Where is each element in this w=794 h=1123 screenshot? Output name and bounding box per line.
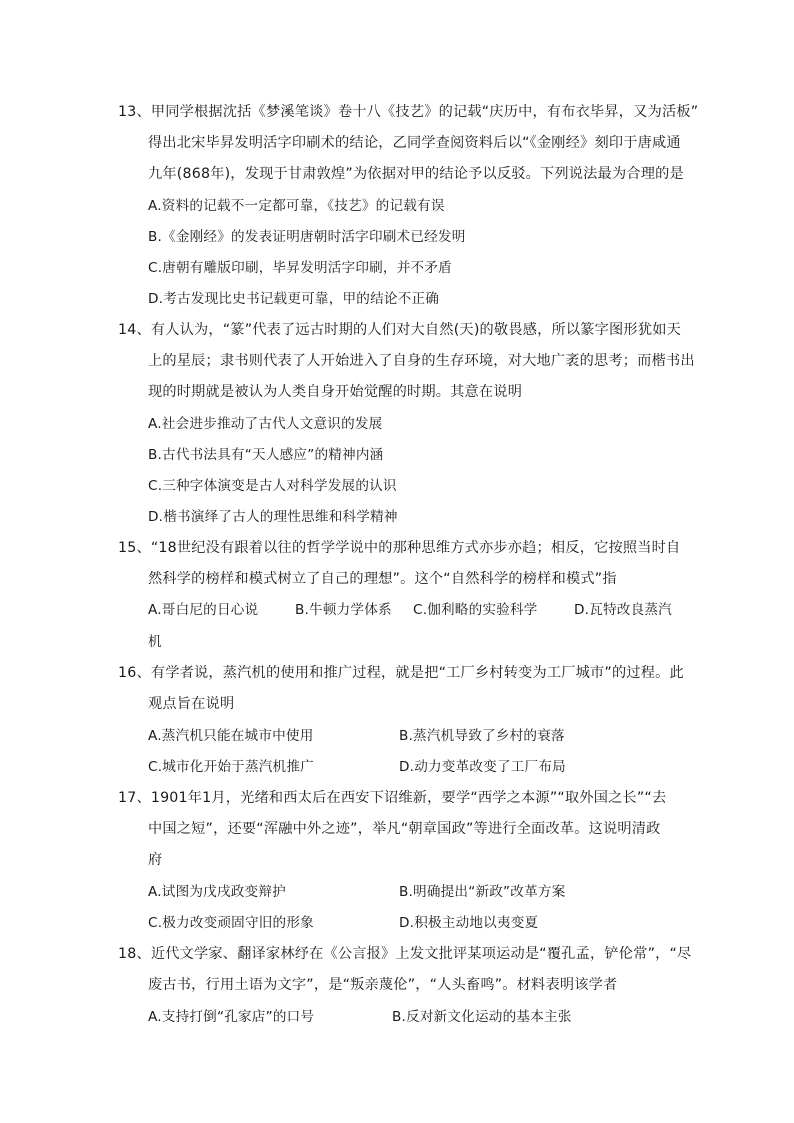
question-15-option-c: C.伽利略的实验科学 — [413, 602, 538, 618]
question-17-stem-line-3: 府 — [148, 852, 163, 868]
question-18-stem-line-2: 废古书，行用土语为文字”，是“叛亲蔑伦”，“人头畜鸣”。材料表明该学者 — [148, 977, 618, 993]
question-14-stem-line-1: 14、有人认为，“篆”代表了远古时期的人们对大自然(天)的敬畏感，所以篆字图形犹如天 — [118, 322, 681, 338]
question-15-option-d: D.瓦特改良蒸汽 — [574, 602, 672, 618]
question-14-stem-line-2: 上的星辰；隶书则代表了人开始进入了自身的生存环境，对大地广袤的思考；而楷书出 — [148, 353, 695, 369]
question-13-option-c: C.唐朝有雕版印刷，毕昇发明活字印刷，并不矛盾 — [148, 260, 452, 276]
question-16-stem-line-1: 16、有学者说，蒸汽机的使用和推广过程，就是把“工厂乡村转变为工厂城市”的过程。此 — [118, 665, 684, 681]
question-13-option-b: B.《金刚经》的发表证明唐朝时活字印刷术已经发明 — [148, 229, 466, 245]
question-14-option-b: B.古代书法具有“天人感应”的精神内涵 — [148, 447, 384, 463]
question-16-option-c: C.城市化开始于蒸汽机推广 — [148, 759, 314, 775]
question-13-stem-line-3: 九年(868年)，发现于甘肃敦煌”为依据对甲的结论予以反驳。下列说法最为合理的是 — [148, 166, 684, 182]
question-17-option-a: A.试图为戊戌政变辩护 — [148, 884, 286, 900]
question-16-option-b: B.蒸汽机导致了乡村的衰落 — [399, 728, 565, 744]
question-15-option-b: B.牛顿力学体系 — [295, 602, 392, 618]
question-13-stem-line-2: 得出北宋毕昇发明活字印刷术的结论，乙同学查阅资料后以“《金刚经》刻印于唐咸通 — [148, 135, 681, 151]
question-14-option-a: A.社会进步推动了古代人文意识的发展 — [148, 416, 383, 432]
question-13-option-d: D.考古发现比史书记载更可靠，甲的结论不正确 — [148, 291, 440, 307]
question-14-stem-line-3: 现的时期就是被认为人类自身开始觉醒的时期。其意在说明 — [148, 384, 523, 400]
question-15-stem-line-1: 15、“18世纪没有跟着以往的哲学学说中的那种思维方式亦步亦趋；相反，它按照当时自 — [118, 540, 681, 556]
question-16-stem-line-2: 观点旨在说明 — [148, 696, 235, 712]
question-17-option-b: B.明确提出“新政”改革方案 — [399, 884, 566, 900]
question-15-option-d-continued: 机 — [148, 634, 162, 650]
question-14-option-c: C.三种字体演变是古人对科学发展的认识 — [148, 478, 397, 494]
question-17-option-d: D.积极主动地以夷变夏 — [399, 915, 539, 931]
question-18-stem-line-1: 18、近代文学家、翻译家林纾在《公言报》上发文批评某项运动是“覆孔孟，铲伦常”，“尽 — [118, 946, 692, 962]
question-17-stem-line-1: 17、1901年1月，光绪和西太后在西安下诏维新，要学“西学之本源”“取外国之长”“去 — [118, 790, 667, 806]
question-15-option-a: A.哥白尼的日心说 — [148, 602, 259, 618]
question-16-option-a: A.蒸汽机只能在城市中使用 — [148, 728, 314, 744]
question-13-option-a: A.资料的记载不一定都可靠，《技艺》的记载有误 — [148, 198, 445, 214]
question-17-option-c: C.极力改变顽固守旧的形象 — [148, 915, 314, 931]
question-17-stem-line-2: 中国之短”，还要“浑融中外之迹”，举凡“朝章国政”等进行全面改革。这说明清政 — [148, 821, 661, 837]
question-16-option-d: D.动力变革改变了工厂布局 — [399, 759, 566, 775]
question-14-option-d: D.楷书演绎了古人的理性思维和科学精神 — [148, 509, 398, 525]
question-15-stem-line-2: 然科学的榜样和模式树立了自己的理想”。这个“自然科学的榜样和模式”指 — [148, 571, 617, 587]
question-13-stem-line-1: 13、甲同学根据沈括《梦溪笔谈》卷十八《技艺》的记载“庆历中，有布衣毕昇，又为活板” — [118, 104, 699, 120]
question-18-option-a: A.支持打倒“孔家店”的口号 — [148, 1009, 315, 1025]
question-18-option-b: B.反对新文化运动的基本主张 — [392, 1009, 572, 1025]
